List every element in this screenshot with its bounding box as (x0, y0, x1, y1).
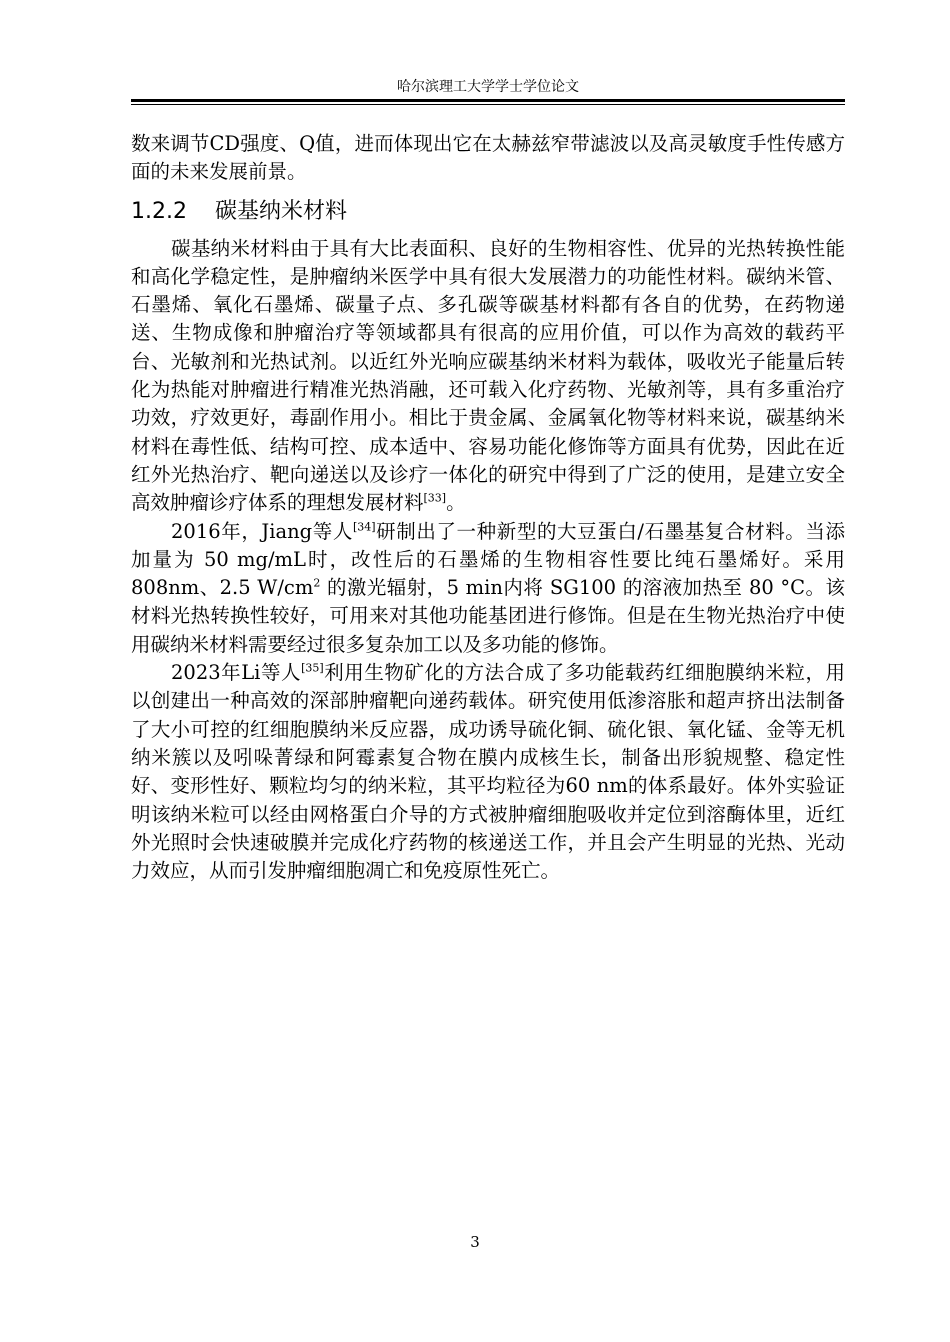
paragraph-carbon-materials (131, 235, 845, 518)
section-number: 1.2.2 (131, 198, 187, 224)
paragraph2-after-ref: 研制出了一种新型的大豆蛋白/石墨基复合材料。当添加量为 50 mg/mL时，改性后的石墨烯的生物相容性要比纯石墨烯好。采用 808nm、2.5 W/cm (131, 519, 845, 600)
running-header: 哈尔滨理工大学学士学位论文 (397, 79, 579, 95)
paragraph3-before-ref: 2023年Li等人 (171, 661, 302, 685)
paragraph-li-2023 (131, 659, 845, 885)
page-body (131, 130, 845, 885)
citation-34: [34] (352, 520, 376, 534)
paragraph2-before-ref: 2016年，Jiang等人 (171, 519, 353, 543)
header-rule-thin (131, 104, 845, 105)
citation-33: [33] (423, 491, 447, 505)
header-rule-thick (131, 99, 845, 102)
paragraph1-end: 。 (446, 491, 466, 515)
continuation-paragraph: 数来调节CD强度、Q值，进而体现出它在太赫兹窄带滤波以及高灵敏度手性传感方面的未来发展前景。 (131, 132, 845, 184)
paragraph2-rest: 的激光辐射，5 min内将 SG100 的溶液加热至 80 °C。该材料光热转换性较好，可用来对其他功能基团进行修饰。但是在生物光热治疗中使用碳纳米材料需要经过很多复杂加工以及多功能的修饰。 (131, 576, 845, 656)
section-title: 碳基纳米材料 (214, 198, 347, 224)
page-number: 3 (470, 1233, 480, 1251)
section-heading (131, 197, 845, 227)
paragraph-jiang-2016 (131, 518, 845, 659)
paragraph1-text: 碳基纳米材料由于具有大比表面积、良好的生物相容性、优异的光热转换性能和高化学稳定性，是肿瘤纳米医学中具有很大发展潜力的功能性材料。碳纳米管、石墨烯、氧化石墨烯、碳量子点、多孔碳等碳基材料都有各自的优势，在药物递送、生物成像和肿瘤治疗等领域都具有很高的应用价值，可以作为高效的载药平台、光敏剂和光热试剂。以近红外光响应碳基纳米材料为载体，吸收光子能量后转化为热能对肿瘤进行精准光热消融，还可载入化疗药物、光敏剂等，具有多重治疗功效，疗效更好，毒副作用小。相比于贵金属、金属氧化物等材料来说，碳基纳米材料在毒性低、结构可控、成本适中、容易功能化修饰等方面具有优势，因此在近红外光热治疗、靶向递送以及诊疗一体化的研究中得到了广泛的使用，是建立安全高效肿瘤诊疗体系的理想发展材料 (131, 236, 845, 515)
unit-exponent: 2 (313, 576, 321, 590)
paragraph3-after-ref: 利用生物矿化的方法合成了多功能载药红细胞膜纳米粒，用以创建出一种高效的深部肿瘤靶向递药载体。研究使用低渗溶胀和超声挤出法制备了大小可控的红细胞膜纳米反应器，成功诱导硫化铜、硫化银、氧化锰、金等无机纳米簇以及吲哚菁绿和阿霉素复合物在膜内成核生长，制备出形貌规整、稳定性好、变形性好、颗粒均匀的纳米粒，其平均粒径为60 nm的体系最好。体外实验证明该纳米粒可以经由网格蛋白介导的方式被肿瘤细胞吸收并定位到溶酶体里，近红外光照时会快速破膜并完成化疗药物的核递送工作，并且会产生明显的光热、光动力效应，从而引发肿瘤细胞凋亡和免疫原性死亡。 (131, 661, 845, 883)
citation-35: [35] (301, 661, 324, 675)
